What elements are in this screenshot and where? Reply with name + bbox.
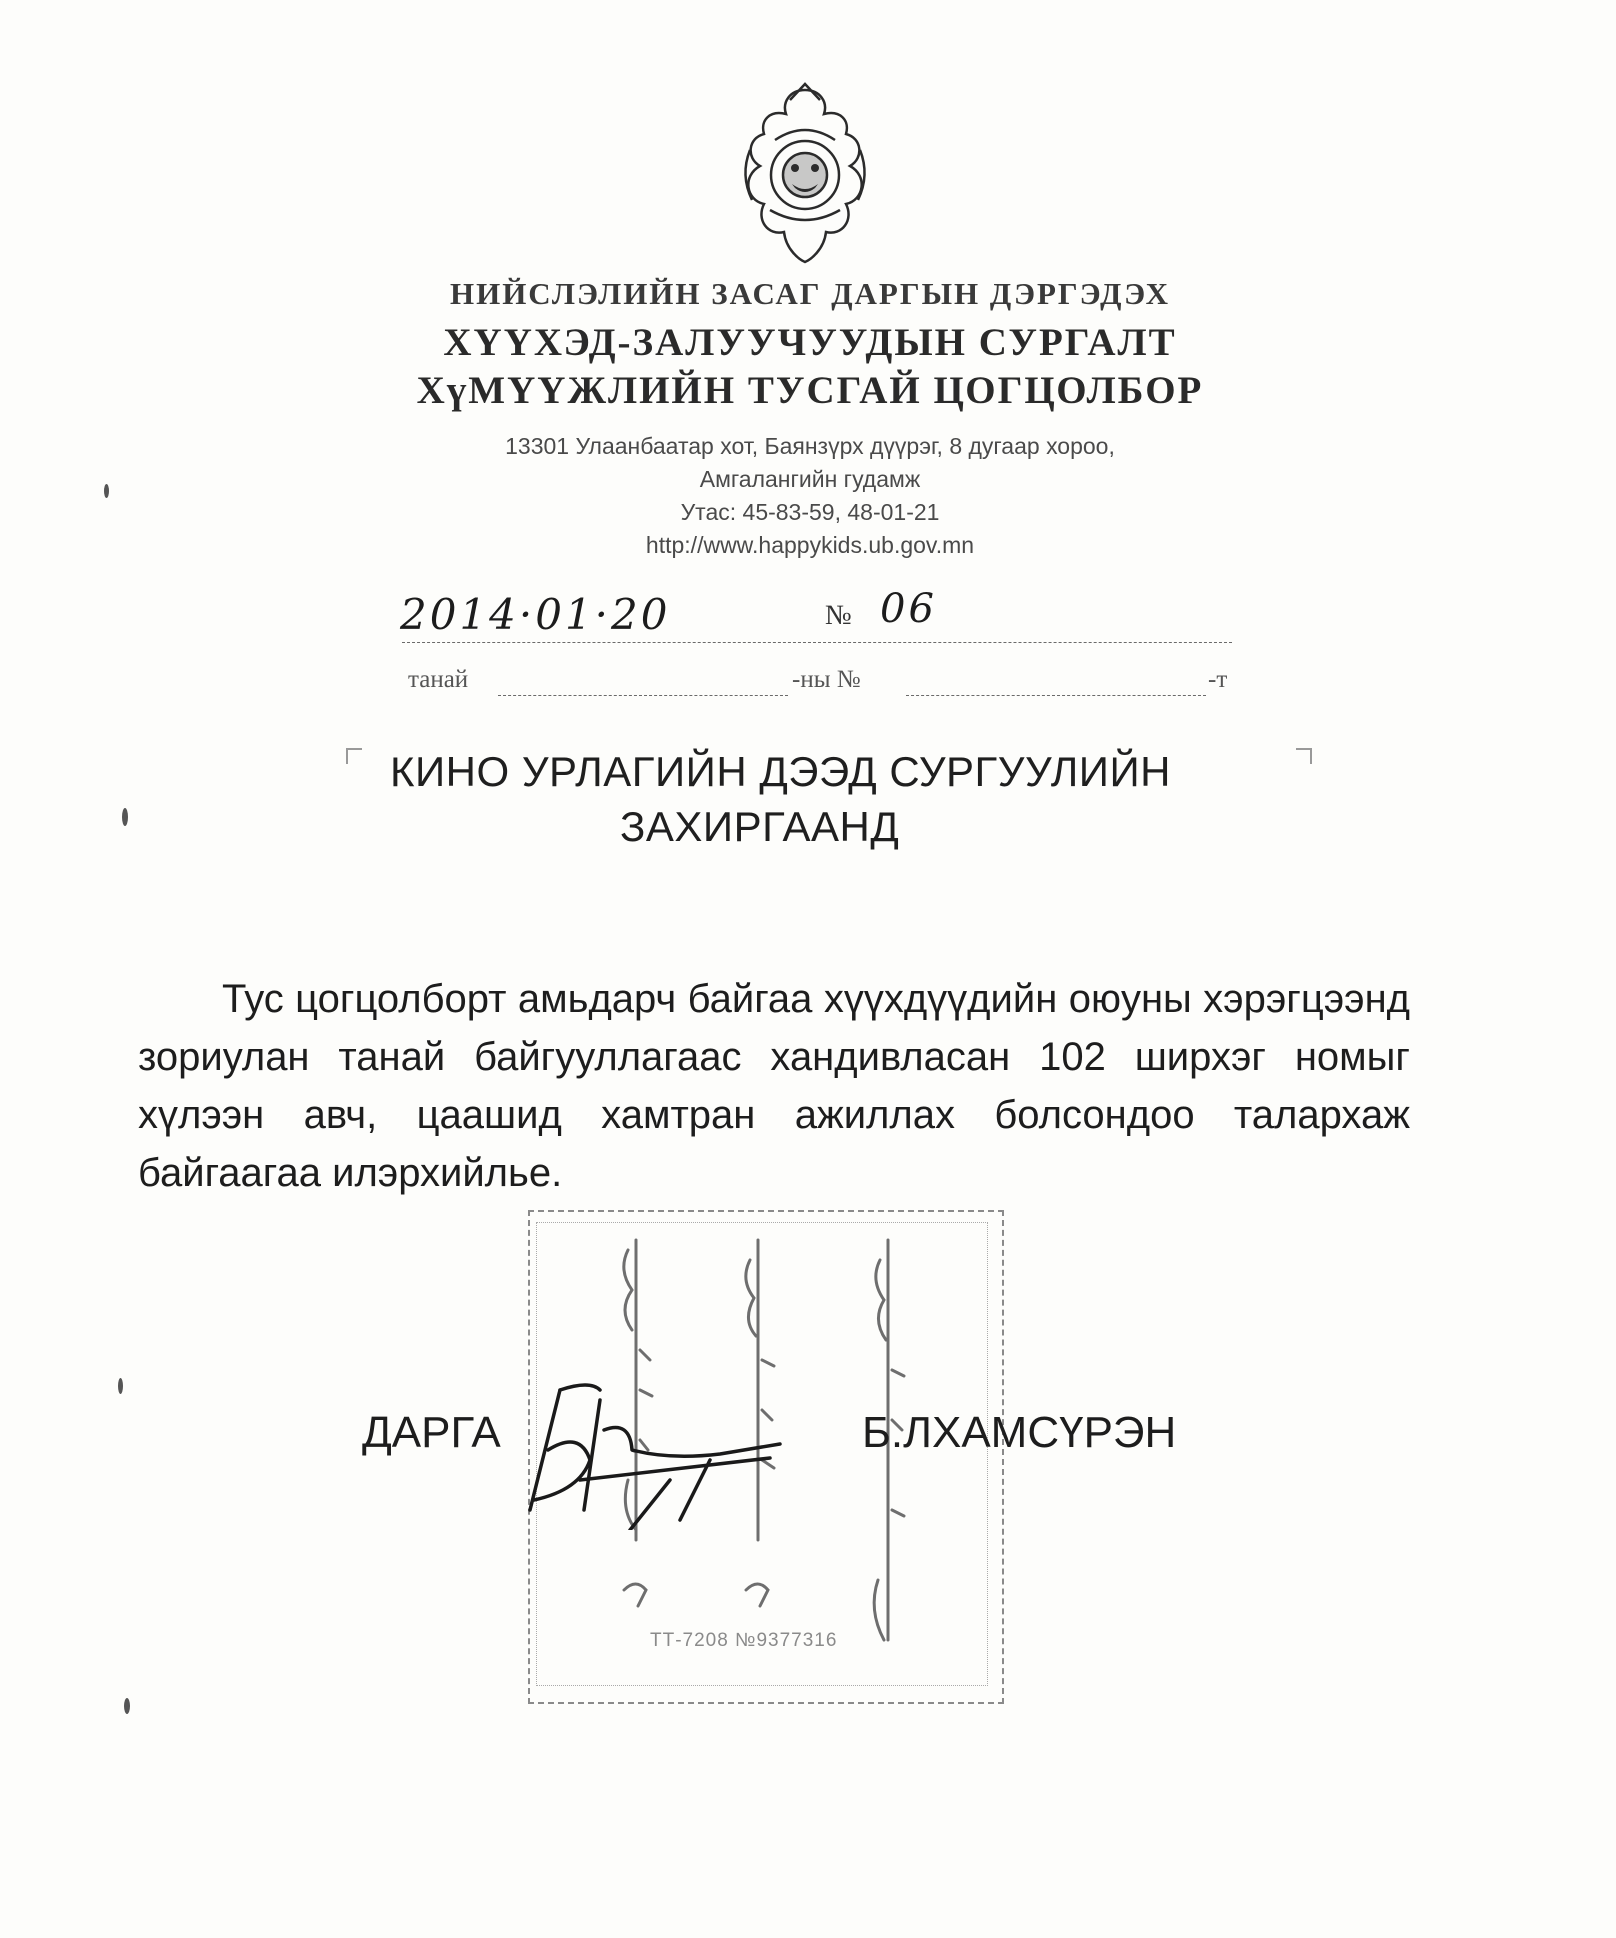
date-rule bbox=[402, 642, 1232, 643]
your-label: танай bbox=[408, 666, 469, 693]
phone-numbers: Утас: 45-83-59, 48-01-21 bbox=[680, 499, 940, 525]
scan-speck bbox=[104, 484, 109, 498]
address-line2: Амгалангийн гудамж bbox=[699, 466, 921, 492]
letter-date: 2014·01·20 bbox=[400, 590, 671, 639]
handwritten-signature-icon bbox=[520, 1360, 850, 1530]
address-line1: 13301 Улаанбаатар хот, Баянзүрх дүүрэг, 8 дугаар хороо, bbox=[505, 433, 1115, 459]
org-name-line1: ХҮҮХЭД-ЗАЛУУЧУУДЫН СУРГАЛТ bbox=[443, 321, 1177, 364]
to-suffix: -т bbox=[1208, 666, 1228, 693]
your-number-rule bbox=[906, 695, 1206, 696]
addressee-line2: ЗАХИРГААНД bbox=[620, 803, 900, 850]
stamp-code: ТТ-7208 №9377316 bbox=[650, 1630, 838, 1651]
scan-speck bbox=[124, 1698, 130, 1714]
addressee-line1: КИНО УРЛАГИЙН ДЭЭД СУРГУУЛИЙН bbox=[390, 748, 1171, 795]
letter-body: Тус цогцолборт амьдарч байгаа хүүхдүүдийн оюуны хэрэгцээнд зориулан танай байгууллагаас хандивласан 102 ширхэг номыг хүлээн авч, цаашид хамтран ажиллах болсондоо талархаж байгаагаа илэрхийлье. bbox=[138, 977, 1410, 1195]
scan-speck bbox=[122, 808, 128, 826]
letter-number: 06 bbox=[880, 586, 937, 632]
scan-speck bbox=[118, 1378, 123, 1394]
addressee-corner-tr bbox=[1296, 748, 1312, 764]
your-ref-rule bbox=[498, 695, 788, 696]
signatory-name: Б.ЛХАМСҮРЭН bbox=[862, 1408, 1177, 1457]
state-emblem-icon bbox=[720, 80, 890, 270]
website-url: http://www.happykids.ub.gov.mn bbox=[645, 532, 975, 558]
org-name-line2: ХүМҮҮЖЛИЙН ТУСГАЙ ЦОГЦОЛБОР bbox=[416, 369, 1204, 412]
addressee-corner-tl bbox=[346, 748, 362, 764]
signatory-title: ДАРГА bbox=[362, 1408, 501, 1457]
of-number-label: -ны № bbox=[792, 666, 861, 693]
org-parent-name: НИЙСЛЭЛИЙН ЗАСАГ ДАРГЫН ДЭРГЭДЭХ bbox=[449, 276, 1171, 311]
number-label: № bbox=[825, 600, 852, 631]
